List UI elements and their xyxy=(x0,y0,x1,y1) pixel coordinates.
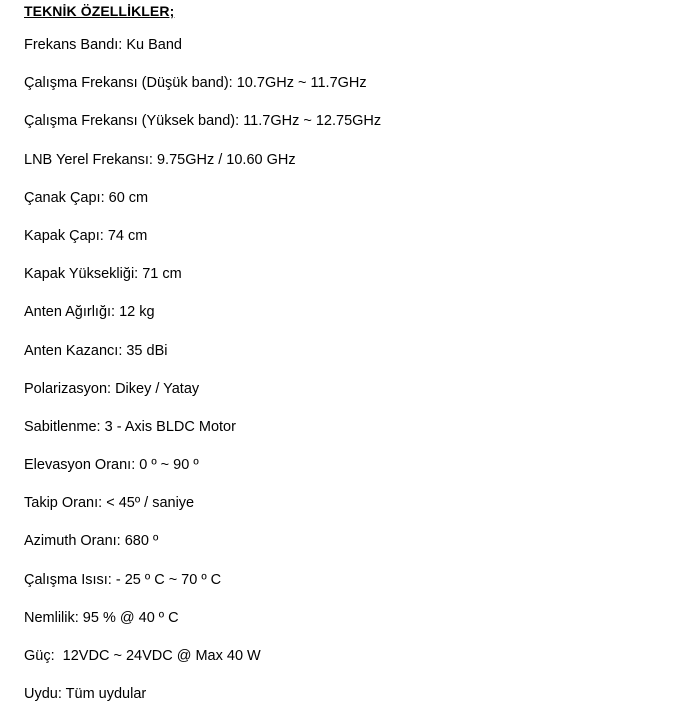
spec-line: Çalışma Frekansı (Düşük band): 10.7GHz ~ 11.7GHz xyxy=(24,75,367,92)
spec-line: Elevasyon Oranı: 0 º ~ 90 º xyxy=(24,457,199,474)
spec-line: LNB Yerel Frekansı: 9.75GHz / 10.60 GHz xyxy=(24,151,296,168)
spec-line: Frekans Bandı: Ku Band xyxy=(24,37,182,53)
spec-line: Çanak Çapı: 60 cm xyxy=(24,189,149,206)
spec-line: Anten Ağırlığı: 12 kg xyxy=(24,304,155,321)
spec-line: Kapak Çapı: 74 cm xyxy=(24,227,148,244)
section-heading: TEKNİK ÖZELLİKLER; xyxy=(24,3,175,19)
spec-line: Nemlilik: 95 % @ 40 º C xyxy=(24,609,179,626)
spec-list xyxy=(24,35,381,722)
spec-line: Kapak Yüksekliği: 71 cm xyxy=(24,266,182,283)
spec-line: Sabitlenme: 3 - Axis BLDC Motor xyxy=(24,418,236,435)
spec-line: Polarizasyon: Dikey / Yatay xyxy=(24,380,200,397)
spec-line: Takip Oranı: < 45º / saniye xyxy=(24,495,195,512)
spec-line: Çalışma Frekansı (Yüksek band): 11.7GHz ~ 12.75GHz xyxy=(24,113,382,130)
spec-line: Azimuth Oranı: 680 º xyxy=(24,533,159,550)
spec-line: Uydu: Tüm uydular xyxy=(24,686,147,703)
spec-line: Çalışma Isısı: - 25 º C ~ 70 º C xyxy=(24,571,222,588)
spec-line: Güç: 12VDC ~ 24VDC @ Max 40 W xyxy=(24,648,261,664)
spec-line: Anten Kazancı: 35 dBi xyxy=(24,342,168,359)
